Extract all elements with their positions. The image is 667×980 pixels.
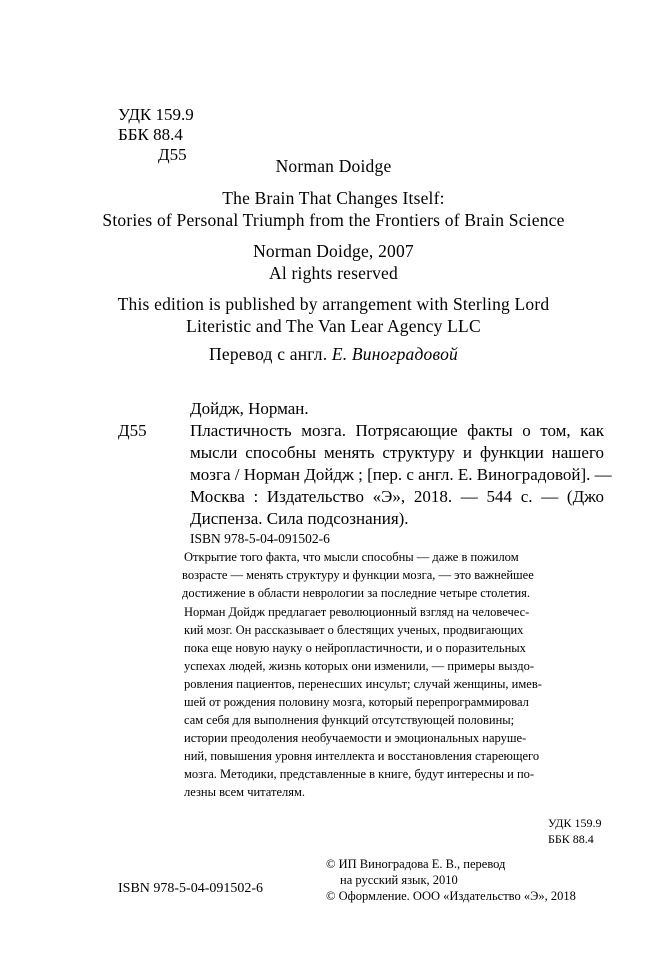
bib-description (190, 420, 612, 530)
bib-line: Диспенза. Сила подсознания). (190, 509, 409, 528)
translator-name: Е. Виноградовой (331, 344, 458, 364)
annotation-line: успехах людей, жизнь которых они изменили, — примеры выздо- (184, 659, 535, 673)
bib-line: Москва : Издательство «Э», 2018. — 544 с. — (Джо (190, 487, 604, 506)
bbk-top: ББК 88.4 (118, 125, 183, 144)
annotation-paragraph-2 (184, 603, 604, 801)
bbk-bottom: ББК 88.4 (548, 832, 594, 846)
annotation-line: ровления пациентов, перенесших инсульт; случай женщины, имев- (184, 677, 542, 691)
annotation (184, 548, 604, 801)
annotation-line: сам себя для выполнения функций отсутствующей половины; (184, 713, 515, 727)
bib-author-heading: Дойдж, Норман. (190, 399, 309, 418)
annotation-paragraph-1 (184, 548, 604, 602)
bib-line: Пластичность мозга. Потрясающие факты о том, как (190, 421, 604, 440)
bib-author-mark: Д55 (118, 421, 147, 440)
bib-line: мысли способны менять структуру и функции нашего (190, 443, 604, 462)
translation-credit (0, 343, 667, 365)
annotation-line: мозга. Методики, представленные в книге, будут интересны и по- (184, 767, 535, 781)
original-subtitle: Stories of Personal Triumph from the Frontiers of Brain Science (102, 210, 565, 230)
author-mark-top: Д55 (158, 145, 187, 164)
edition-line-2: Literistic and The Van Lear Agency LLC (186, 316, 481, 336)
original-title: The Brain That Changes Itself: (222, 188, 445, 208)
original-copyright: Norman Doidge, 2007 (253, 241, 414, 261)
annotation-line: пока еще новую науку о нейропластичности, и о поразительных (184, 641, 526, 655)
udk-bottom: УДК 159.9 (548, 816, 602, 830)
annotation-line: Норман Дойдж предлагает революционный взгляд на человечес- (184, 605, 530, 619)
bib-isbn: ISBN 978-5-04-091502-6 (190, 531, 330, 546)
original-author: Norman Doidge (275, 156, 392, 176)
annotation-line: Открытие того факта, что мысли способны — даже в пожилом (184, 550, 519, 564)
copyright-translation-line-1: © ИП Виноградова Е. В., перевод (326, 857, 506, 871)
annotation-line: ний, повышения уровня интеллекта и восстановления стареющего (184, 749, 540, 763)
original-rights: Al rights reserved (269, 263, 398, 283)
annotation-line: возрасте — менять структуру и функции мозга, — это важнейшее (182, 568, 534, 582)
edition-line-1: This edition is published by arrangement with Sterling Lord (117, 294, 550, 314)
annotation-line: лезны всем читателям. (184, 785, 306, 799)
copyright-translation (326, 856, 576, 904)
annotation-line: истории преодоления необучаемости и эмоциональных наруше- (184, 731, 527, 745)
translation-prefix: Перевод с англ. (209, 344, 328, 364)
annotation-line: кий мозг. Он рассказывает о блестящих ученых, продвигающих (184, 623, 524, 637)
annotation-line: достижение в области неврологии за последние четыре столетия. (182, 586, 531, 600)
udk-top: УДК 159.9 (118, 105, 194, 124)
bib-line: мозга / Норман Дойдж ; [пер. с англ. Е. Виноградовой]. — (190, 465, 612, 484)
copyright-design: © Оформление. ООО «Издательство «Э», 2018 (326, 889, 576, 903)
isbn-bottom: ISBN 978-5-04-091502-6 (118, 881, 264, 896)
annotation-line: шей от рождения половину мозга, который перепрограммировал (184, 695, 529, 709)
copyright-translation-line-2: на русский язык, 2010 (340, 873, 458, 887)
